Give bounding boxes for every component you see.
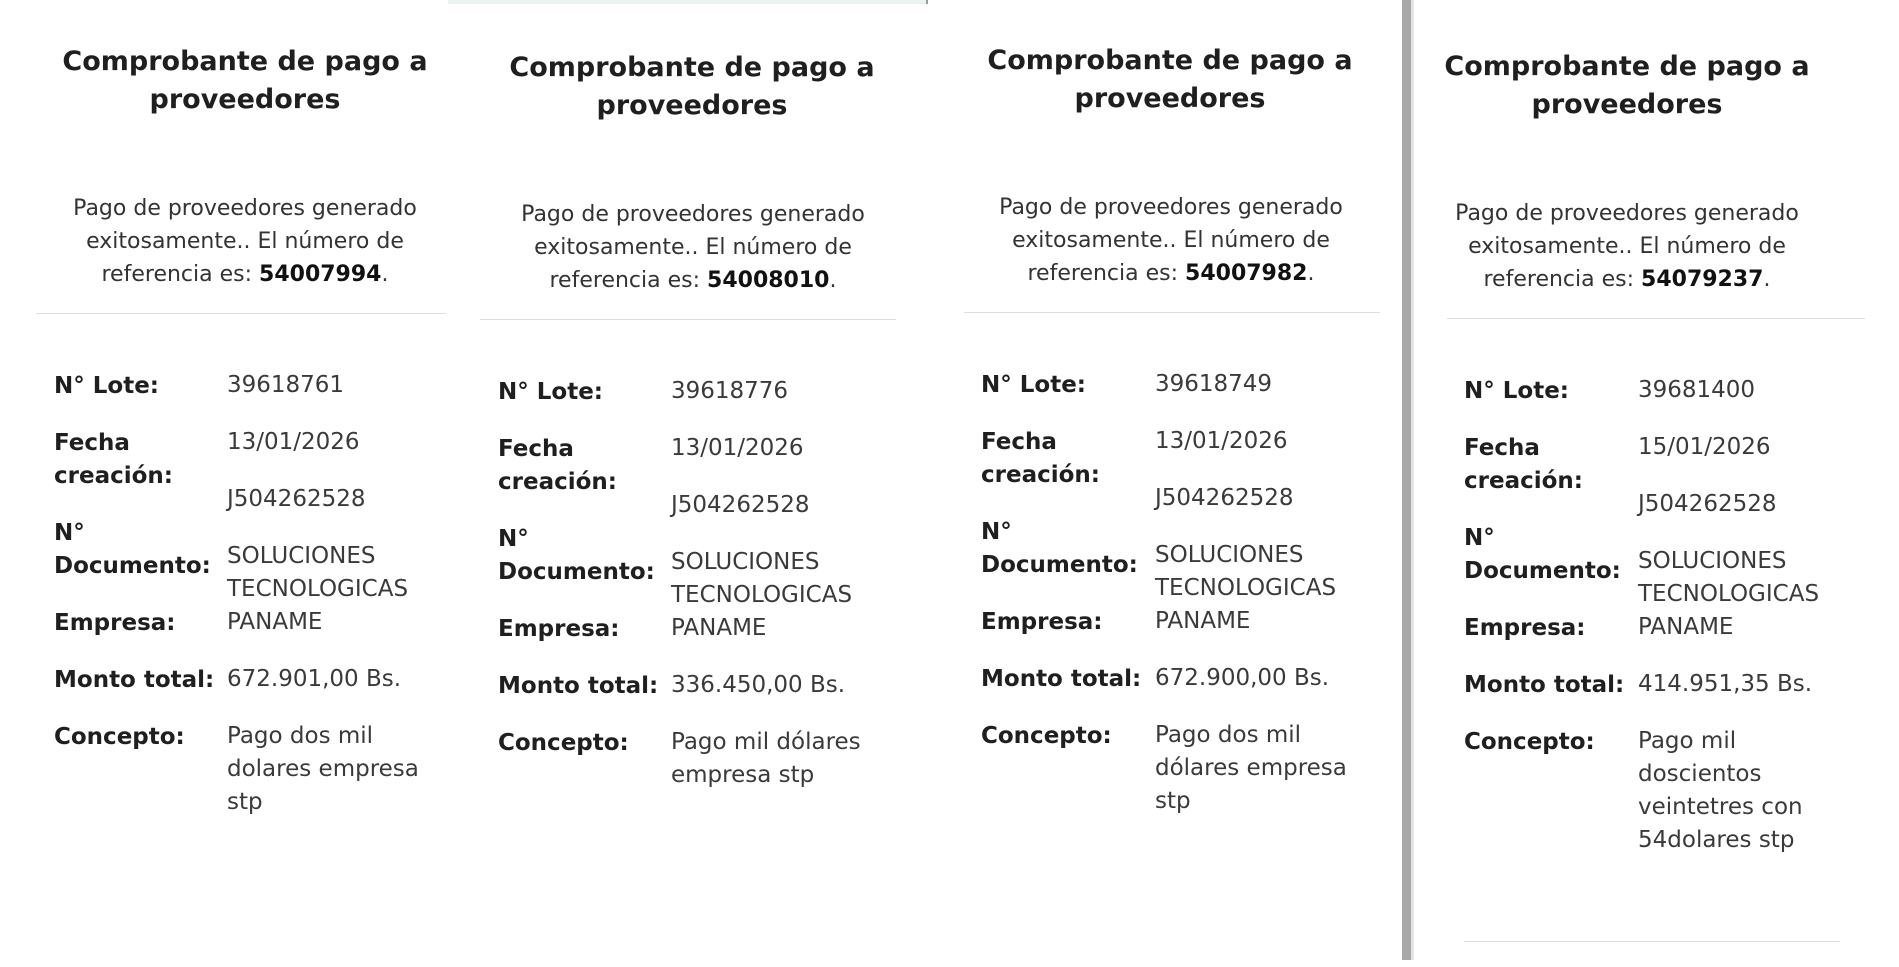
label-fecha: Fecha (54, 430, 130, 456)
section-divider (36, 313, 446, 314)
message-text: Pago de proveedores generado exitosamente.. El número de referencia es: (521, 202, 865, 293)
value-concepto-line: veintetres con (1638, 794, 1803, 820)
label-empresa: Empresa: (54, 610, 176, 636)
value-empresa-line: PANAME (227, 609, 323, 635)
value-lote: 39618761 (227, 372, 345, 398)
value-monto-total: 672.900,00 Bs. (1155, 665, 1330, 691)
success-message (1439, 197, 1815, 296)
label-lote: N° Lote: (54, 373, 160, 399)
label-documento-no: N° (1464, 525, 1495, 551)
reference-number: 54007994 (259, 262, 382, 287)
label-lote: N° Lote: (1464, 378, 1570, 404)
value-lote: 39618776 (671, 378, 789, 404)
label-concepto: Concepto: (54, 724, 185, 750)
label-fecha: Fecha (498, 436, 574, 462)
label-documento: Documento: (54, 553, 211, 579)
value-concepto-line: stp (227, 789, 263, 815)
value-concepto-line: Pago mil dólares (671, 729, 861, 755)
label-documento-no: N° (498, 526, 529, 552)
label-empresa: Empresa: (498, 616, 620, 642)
value-empresa-line: TECNOLOGICAS (1638, 581, 1820, 607)
value-fecha: 13/01/2026 (1155, 428, 1288, 454)
message-period: . (1307, 261, 1315, 286)
success-message (986, 191, 1356, 290)
value-empresa-line: SOLUCIONES (227, 543, 376, 569)
receipt-panel (1414, 4, 1899, 962)
label-documento: Documento: (1464, 558, 1621, 584)
success-message (508, 198, 878, 297)
label-lote: N° Lote: (981, 372, 1087, 398)
label-fecha-creacion: creación: (498, 469, 617, 495)
value-empresa-line: TECNOLOGICAS (1155, 575, 1337, 601)
section-divider (480, 319, 896, 320)
label-monto-total: Monto total: (1464, 672, 1625, 698)
label-monto-total: Monto total: (54, 667, 215, 693)
value-documento: J504262528 (1638, 491, 1777, 517)
label-concepto: Concepto: (498, 730, 629, 756)
label-monto-total: Monto total: (498, 673, 659, 699)
receipt-title: Comprobante de pago a proveedores (509, 52, 875, 121)
label-documento-no: N° (981, 519, 1012, 545)
label-empresa: Empresa: (981, 609, 1103, 635)
reference-number: 54079237 (1641, 267, 1764, 292)
label-lote: N° Lote: (498, 379, 604, 405)
label-documento: Documento: (981, 552, 1138, 578)
value-documento: J504262528 (1155, 485, 1294, 511)
value-concepto-line: doscientos (1638, 761, 1762, 787)
value-concepto-line: dólares empresa (1155, 755, 1347, 781)
value-empresa-line: PANAME (1638, 614, 1734, 640)
receipt-panel (448, 4, 928, 962)
bottom-divider (1464, 941, 1840, 942)
label-fecha-creacion: creación: (1464, 468, 1583, 494)
value-fecha: 13/01/2026 (227, 429, 360, 455)
value-fecha: 15/01/2026 (1638, 434, 1771, 460)
value-empresa-line: TECNOLOGICAS (671, 582, 853, 608)
label-fecha: Fecha (1464, 435, 1540, 461)
message-period: . (381, 262, 389, 287)
section-divider (1447, 318, 1865, 319)
receipt-title: Comprobante de pago a proveedores (1444, 51, 1810, 120)
value-concepto-line: 54dolares stp (1638, 827, 1795, 853)
message-text: Pago de proveedores generado exitosamente.. El número de referencia es: (73, 196, 417, 287)
value-documento: J504262528 (671, 492, 810, 518)
label-documento: Documento: (498, 559, 655, 585)
success-message (60, 192, 430, 291)
value-lote: 39618749 (1155, 371, 1273, 397)
value-empresa-line: SOLUCIONES (1155, 542, 1304, 568)
panel-separator-thick (1402, 0, 1411, 960)
label-documento-no: N° (54, 520, 85, 546)
value-documento: J504262528 (227, 486, 366, 512)
section-divider (964, 312, 1380, 313)
label-concepto: Concepto: (1464, 729, 1595, 755)
value-fecha: 13/01/2026 (671, 435, 804, 461)
label-empresa: Empresa: (1464, 615, 1586, 641)
value-monto-total: 336.450,00 Bs. (671, 672, 846, 698)
label-concepto: Concepto: (981, 723, 1112, 749)
value-concepto-line: empresa stp (671, 762, 815, 788)
label-monto-total: Monto total: (981, 666, 1142, 692)
receipt-panel (928, 0, 1402, 958)
label-fecha: Fecha (981, 429, 1057, 455)
reference-number: 54008010 (707, 268, 830, 293)
receipt-panel (0, 0, 448, 958)
value-empresa-line: SOLUCIONES (671, 549, 820, 575)
value-lote: 39681400 (1638, 377, 1756, 403)
receipt-title: Comprobante de pago a proveedores (987, 45, 1353, 114)
message-text: Pago de proveedores generado exitosamente.. El número de referencia es: (1455, 201, 1799, 292)
value-empresa-line: PANAME (1155, 608, 1251, 634)
value-empresa-line: SOLUCIONES (1638, 548, 1787, 574)
value-concepto-line: dolares empresa (227, 756, 419, 782)
message-period: . (829, 268, 837, 293)
label-fecha-creacion: creación: (54, 463, 173, 489)
value-monto-total: 672.901,00 Bs. (227, 666, 402, 692)
value-concepto-line: stp (1155, 788, 1191, 814)
value-concepto-line: Pago dos mil (1155, 722, 1302, 748)
value-concepto-line: Pago dos mil (227, 723, 374, 749)
value-empresa-line: TECNOLOGICAS (227, 576, 409, 602)
receipt-title: Comprobante de pago a proveedores (62, 46, 428, 115)
reference-number: 54007982 (1185, 261, 1308, 286)
label-fecha-creacion: creación: (981, 462, 1100, 488)
message-text: Pago de proveedores generado exitosamente.. El número de referencia es: (999, 195, 1343, 286)
value-concepto-line: Pago mil (1638, 728, 1737, 754)
message-period: . (1763, 267, 1771, 292)
value-monto-total: 414.951,35 Bs. (1638, 671, 1813, 697)
value-empresa-line: PANAME (671, 615, 767, 641)
